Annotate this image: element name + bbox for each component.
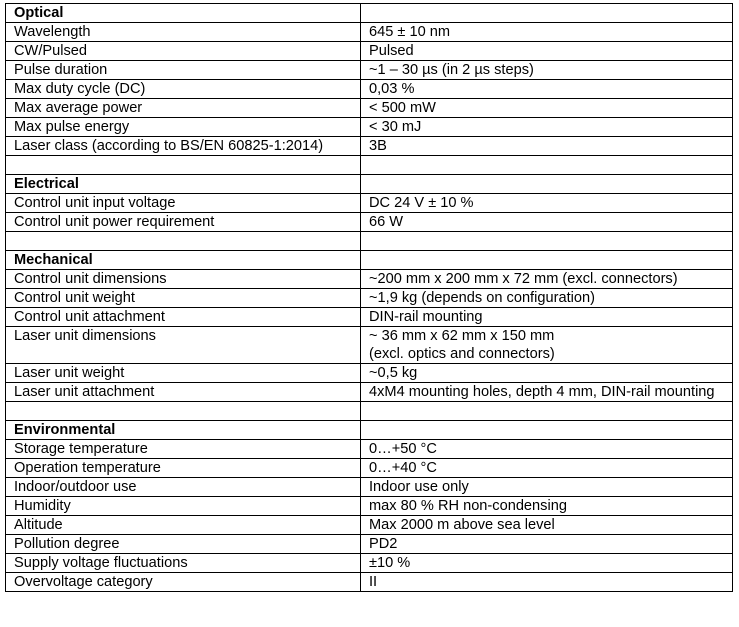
spec-value: ~1 – 30 µs (in 2 µs steps) bbox=[361, 61, 733, 80]
table-row bbox=[6, 42, 733, 61]
section-title: Environmental bbox=[6, 421, 361, 440]
spec-label: Wavelength bbox=[6, 23, 361, 42]
spec-value: ~200 mm x 200 mm x 72 mm (excl. connectors) bbox=[361, 270, 733, 289]
spec-value: 66 W bbox=[361, 213, 733, 232]
section-title: Electrical bbox=[6, 175, 361, 194]
table-row bbox=[6, 516, 733, 535]
section-header-environmental bbox=[6, 421, 733, 440]
section-value-empty bbox=[361, 4, 733, 23]
table-row bbox=[6, 23, 733, 42]
table-row bbox=[6, 497, 733, 516]
table-row bbox=[6, 440, 733, 459]
spec-label: Control unit weight bbox=[6, 289, 361, 308]
spec-value: II bbox=[361, 573, 733, 592]
table-row bbox=[6, 194, 733, 213]
spec-label: Laser unit weight bbox=[6, 364, 361, 383]
spec-value: < 30 mJ bbox=[361, 118, 733, 137]
spec-label: Control unit power requirement bbox=[6, 213, 361, 232]
table-row bbox=[6, 459, 733, 478]
spec-label: Laser class (according to BS/EN 60825-1:2014) bbox=[6, 137, 361, 156]
spec-value: ~1,9 kg (depends on configuration) bbox=[361, 289, 733, 308]
spec-value-line: (excl. optics and connectors) bbox=[369, 346, 555, 362]
table-row bbox=[6, 535, 733, 554]
spec-value: 4xM4 mounting holes, depth 4 mm, DIN-rail mounting bbox=[361, 383, 733, 402]
spec-label: Max pulse energy bbox=[6, 118, 361, 137]
spec-label: Max duty cycle (DC) bbox=[6, 80, 361, 99]
table-row bbox=[6, 99, 733, 118]
section-header-mechanical bbox=[6, 251, 733, 270]
table-row bbox=[6, 118, 733, 137]
spec-value: PD2 bbox=[361, 535, 733, 554]
table-row bbox=[6, 80, 733, 99]
spacer-cell bbox=[361, 402, 733, 421]
spacer-cell bbox=[6, 402, 361, 421]
spec-label: Pulse duration bbox=[6, 61, 361, 80]
spec-label: Operation temperature bbox=[6, 459, 361, 478]
section-header-optical bbox=[6, 4, 733, 23]
spec-label: Max average power bbox=[6, 99, 361, 118]
spacer-row bbox=[6, 156, 733, 175]
table-row bbox=[6, 289, 733, 308]
spec-value: 0…+50 °C bbox=[361, 440, 733, 459]
spec-label: Laser unit attachment bbox=[6, 383, 361, 402]
table-row bbox=[6, 478, 733, 497]
spec-value-multiline bbox=[361, 327, 733, 364]
table-row bbox=[6, 327, 733, 364]
spec-value: max 80 % RH non-condensing bbox=[361, 497, 733, 516]
spec-label: Storage temperature bbox=[6, 440, 361, 459]
spec-label: Supply voltage fluctuations bbox=[6, 554, 361, 573]
spec-label: Laser unit dimensions bbox=[6, 327, 361, 364]
spec-label: CW/Pulsed bbox=[6, 42, 361, 61]
spacer-row bbox=[6, 232, 733, 251]
spec-value: Max 2000 m above sea level bbox=[361, 516, 733, 535]
spec-value: 645 ± 10 nm bbox=[361, 23, 733, 42]
spec-value: < 500 mW bbox=[361, 99, 733, 118]
spec-value: 0,03 % bbox=[361, 80, 733, 99]
table-row bbox=[6, 364, 733, 383]
section-header-electrical bbox=[6, 175, 733, 194]
table-row bbox=[6, 554, 733, 573]
table-row bbox=[6, 61, 733, 80]
table-row bbox=[6, 270, 733, 289]
table-row bbox=[6, 308, 733, 327]
spec-value: Pulsed bbox=[361, 42, 733, 61]
table-row bbox=[6, 137, 733, 156]
section-value-empty bbox=[361, 421, 733, 440]
section-value-empty bbox=[361, 251, 733, 270]
spec-value: DIN-rail mounting bbox=[361, 308, 733, 327]
spec-label: Pollution degree bbox=[6, 535, 361, 554]
spec-label: Humidity bbox=[6, 497, 361, 516]
spec-value: 3B bbox=[361, 137, 733, 156]
spacer-row bbox=[6, 402, 733, 421]
spec-label: Control unit input voltage bbox=[6, 194, 361, 213]
spec-label: Altitude bbox=[6, 516, 361, 535]
spec-label: Control unit attachment bbox=[6, 308, 361, 327]
spec-value: Indoor use only bbox=[361, 478, 733, 497]
spacer-cell bbox=[6, 156, 361, 175]
spec-value-line: ~ 36 mm x 62 mm x 150 mm bbox=[369, 328, 555, 344]
section-value-empty bbox=[361, 175, 733, 194]
section-title: Mechanical bbox=[6, 251, 361, 270]
spacer-cell bbox=[6, 232, 361, 251]
spacer-cell bbox=[361, 156, 733, 175]
table-row bbox=[6, 573, 733, 592]
section-title: Optical bbox=[6, 4, 361, 23]
spec-label: Indoor/outdoor use bbox=[6, 478, 361, 497]
spec-value: 0…+40 °C bbox=[361, 459, 733, 478]
spacer-cell bbox=[361, 232, 733, 251]
table-row bbox=[6, 383, 733, 402]
table-row bbox=[6, 213, 733, 232]
spec-value: DC 24 V ± 10 % bbox=[361, 194, 733, 213]
spec-label: Overvoltage category bbox=[6, 573, 361, 592]
spec-label: Control unit dimensions bbox=[6, 270, 361, 289]
spec-value: ±10 % bbox=[361, 554, 733, 573]
spec-value: ~0,5 kg bbox=[361, 364, 733, 383]
specifications-table bbox=[5, 3, 733, 592]
